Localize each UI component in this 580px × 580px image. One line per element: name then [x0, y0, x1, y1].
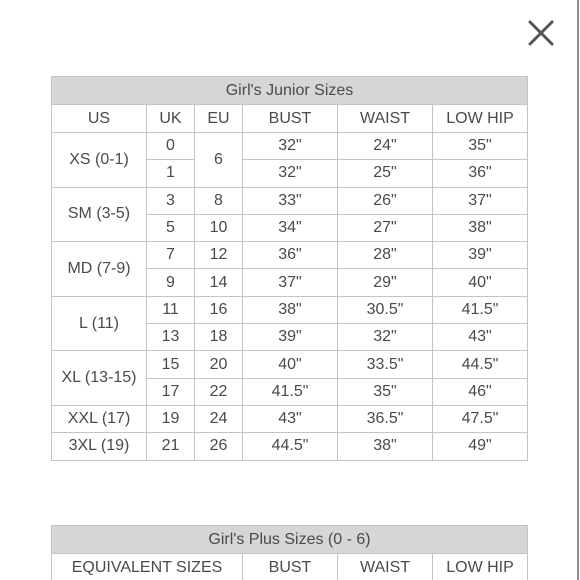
uk-size-cell: 9 [147, 269, 195, 296]
bust-cell: 44.5" [243, 433, 338, 460]
header-low-hip: LOW HIP [433, 105, 528, 133]
uk-size-cell: 0 [147, 133, 195, 160]
eu-size-cell: 6 [195, 133, 243, 188]
waist-cell: 36.5" [338, 405, 433, 432]
header-eu: EU [195, 105, 243, 133]
eu-size-cell: 16 [195, 296, 243, 323]
waist-cell: 35" [338, 378, 433, 405]
uk-size-cell: 21 [147, 433, 195, 460]
low-hip-cell: 43" [433, 324, 528, 351]
low-hip-cell: 40" [433, 269, 528, 296]
waist-cell: 26" [338, 187, 433, 214]
eu-size-cell: 18 [195, 324, 243, 351]
low-hip-cell: 38" [433, 214, 528, 241]
waist-cell: 25" [338, 160, 433, 187]
low-hip-cell: 46" [433, 378, 528, 405]
uk-size-cell: 15 [147, 351, 195, 378]
low-hip-cell: 41.5" [433, 296, 528, 323]
junior-size-table [51, 76, 528, 461]
low-hip-cell: 44.5" [433, 351, 528, 378]
table-row [52, 433, 528, 460]
bust-cell: 43" [243, 405, 338, 432]
header-uk: UK [147, 105, 195, 133]
bust-cell: 32" [243, 160, 338, 187]
eu-size-cell: 22 [195, 378, 243, 405]
header-us: US [52, 105, 147, 133]
eu-size-cell: 14 [195, 269, 243, 296]
header-equivalent-sizes: EQUIVALENT SIZES [52, 554, 243, 580]
table-row [52, 296, 528, 323]
header-bust: BUST [243, 105, 338, 133]
eu-size-cell: 26 [195, 433, 243, 460]
us-size-cell: SM (3-5) [52, 187, 147, 242]
header-low-hip: LOW HIP [433, 554, 528, 580]
low-hip-cell: 49" [433, 433, 528, 460]
bust-cell: 41.5" [243, 378, 338, 405]
low-hip-cell: 37" [433, 187, 528, 214]
plus-table-title: Girl's Plus Sizes (0 - 6) [52, 526, 528, 554]
us-size-cell: MD (7-9) [52, 242, 147, 297]
uk-size-cell: 19 [147, 405, 195, 432]
bust-cell: 36" [243, 242, 338, 269]
eu-size-cell: 20 [195, 351, 243, 378]
low-hip-cell: 39" [433, 242, 528, 269]
table-row [52, 351, 528, 378]
waist-cell: 28" [338, 242, 433, 269]
bust-cell: 38" [243, 296, 338, 323]
scrollbar-edge [577, 0, 579, 580]
table-row [52, 405, 528, 432]
bust-cell: 34" [243, 214, 338, 241]
bust-cell: 40" [243, 351, 338, 378]
header-waist: WAIST [338, 105, 433, 133]
close-button[interactable] [524, 16, 558, 50]
uk-size-cell: 1 [147, 160, 195, 187]
us-size-cell: XS (0-1) [52, 133, 147, 188]
uk-size-cell: 5 [147, 214, 195, 241]
us-size-cell: L (11) [52, 296, 147, 351]
low-hip-cell: 36" [433, 160, 528, 187]
low-hip-cell: 47.5" [433, 405, 528, 432]
low-hip-cell: 35" [433, 133, 528, 160]
eu-size-cell: 10 [195, 214, 243, 241]
table-row [52, 242, 528, 269]
table-row [52, 133, 528, 160]
waist-cell: 38" [338, 433, 433, 460]
uk-size-cell: 3 [147, 187, 195, 214]
header-bust: BUST [243, 554, 338, 580]
uk-size-cell: 17 [147, 378, 195, 405]
uk-size-cell: 13 [147, 324, 195, 351]
bust-cell: 32" [243, 133, 338, 160]
table-row [52, 187, 528, 214]
waist-cell: 33.5" [338, 351, 433, 378]
bust-cell: 39" [243, 324, 338, 351]
waist-cell: 29" [338, 269, 433, 296]
us-size-cell: 3XL (19) [52, 433, 147, 460]
uk-size-cell: 11 [147, 296, 195, 323]
us-size-cell: XL (13-15) [52, 351, 147, 406]
bust-cell: 37" [243, 269, 338, 296]
plus-size-table [51, 525, 528, 580]
header-waist: WAIST [338, 554, 433, 580]
waist-cell: 30.5" [338, 296, 433, 323]
junior-table-title: Girl's Junior Sizes [52, 77, 528, 105]
eu-size-cell: 24 [195, 405, 243, 432]
eu-size-cell: 12 [195, 242, 243, 269]
waist-cell: 27" [338, 214, 433, 241]
waist-cell: 32" [338, 324, 433, 351]
waist-cell: 24" [338, 133, 433, 160]
uk-size-cell: 7 [147, 242, 195, 269]
bust-cell: 33" [243, 187, 338, 214]
close-icon [524, 16, 558, 50]
us-size-cell: XXL (17) [52, 405, 147, 432]
eu-size-cell: 8 [195, 187, 243, 214]
